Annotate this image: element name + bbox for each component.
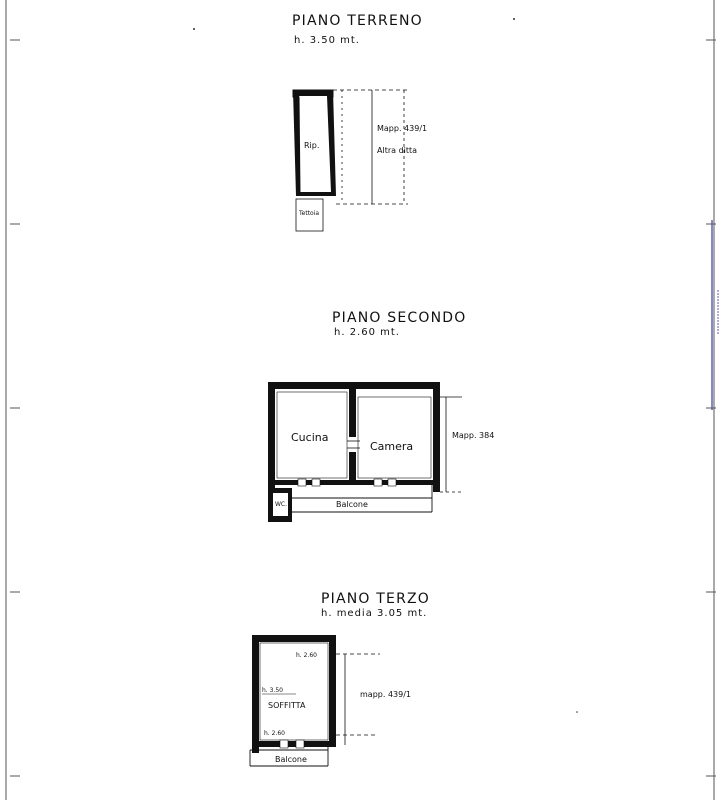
ground-floor-height: h. 3.50 mt. [294,35,360,46]
ground-floor-plan [292,13,427,231]
second-floor-title: PIANO SECONDO [332,310,467,326]
ground-floor-title: PIANO TERRENO [292,13,423,29]
ground-porch-label: Tettoia [299,210,320,217]
second-balcony-label: Balcone [336,500,368,509]
second-floor-height: h. 2.60 mt. [334,327,400,338]
second-wc-label: WC. [275,501,288,508]
second-map-ref: Mapp. 384 [452,431,495,440]
third-floor-plan [250,591,430,766]
third-floor-title: PIANO TERZO [321,591,431,607]
second-bedroom [358,397,431,478]
third-height-bottom: h. 2.60 [264,730,285,737]
second-floor-plan [268,310,494,522]
second-bedroom-label: Camera [370,440,414,453]
ground-other-owner: Altra ditta [377,146,418,155]
third-adjacent-parcel [336,654,380,745]
second-adjacent-parcel [440,397,462,492]
ground-storage-label: Rip. [304,141,320,150]
ground-map-ref: Mapp. 439/1 [377,124,428,133]
third-balcony-label: Balcone [275,755,307,764]
third-height-top: h. 2.60 [296,652,317,659]
third-floor-height: h. media 3.05 mt. [321,608,428,619]
third-attic-label: SOFFITTA [268,701,306,710]
third-map-ref: mapp. 439/1 [360,690,411,699]
third-height-mid: h. 3.50 [262,687,283,694]
second-kitchen-label: Cucina [291,431,329,444]
